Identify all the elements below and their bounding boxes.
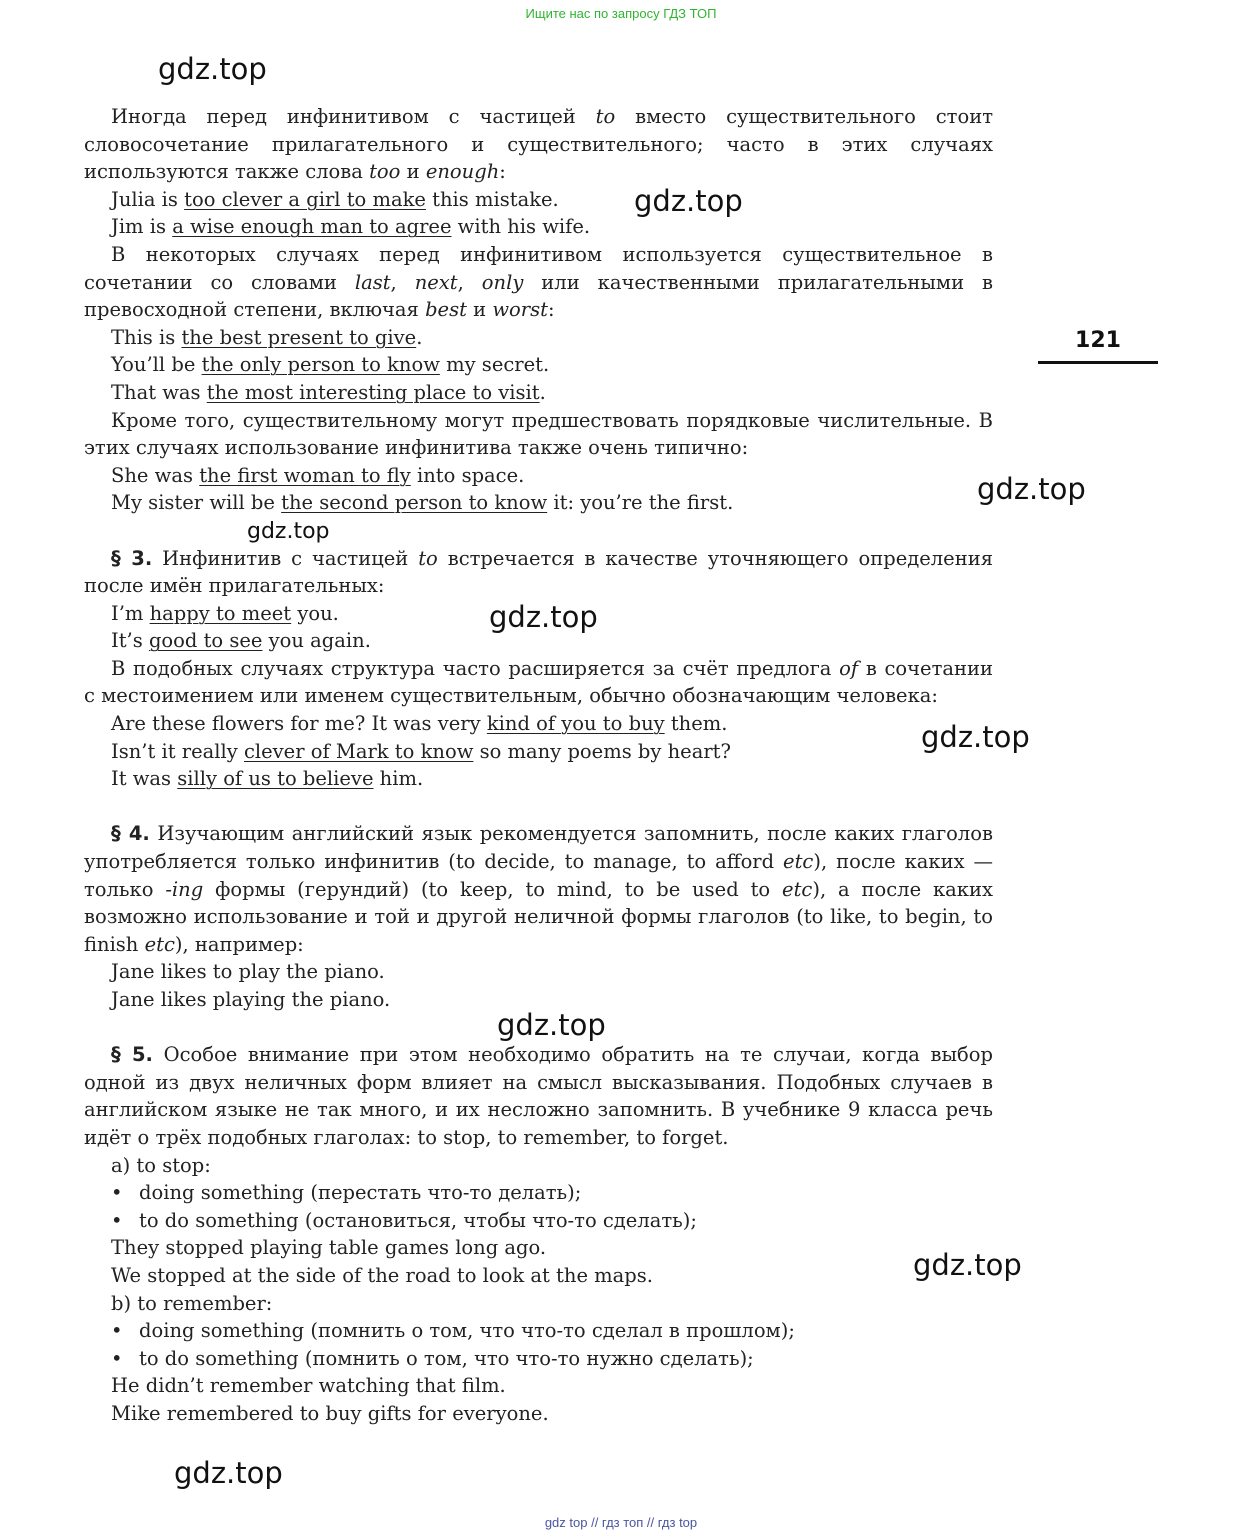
paragraph: Иногда перед инфинитивом с частицей to вместо существительного стоит словосочетание прилагательного и существительного; часто в этих случаях используются также слова too и enough: <box>84 105 993 184</box>
watermark: gdz.top <box>158 52 267 86</box>
example: Julia is too clever a girl to make this mistake. <box>111 187 559 211</box>
section-5: § 5. Особое внимание при этом необходимо обратить на те случаи, когда выбор одной из двух неличных форм влияет на смысл высказывания. Подобных случаев в английском языке не так много, и их несложно запомнить. В учебнике 9 класса речь идёт о трёх подобных глаголах: to stop, to remember, to forget. <box>84 1043 994 1149</box>
example: It’s good to see you again. <box>111 629 371 653</box>
section-3: § 3. Инфинитив с частицей to встречается в качестве уточняющего определения после имён прилагательных: <box>84 546 993 598</box>
paragraph: В подобных случаях структура часто расширяется за счёт предлога of в сочетании с местоимением или именем существительным, обычно обозначающим человека: <box>84 656 994 708</box>
example: We stopped at the side of the road to look at the maps. <box>111 1263 653 1287</box>
example: She was the first woman to fly into space. <box>111 463 525 487</box>
page-number-rule <box>1038 361 1158 364</box>
watermark: gdz.top <box>977 472 1086 506</box>
example: You’ll be the only person to know my secret. <box>111 353 550 377</box>
paragraph: В некоторых случаях перед инфинитивом используется существительное в сочетании со словами last, next, only или качественными прилагательными в превосходной степени, включая best и worst: <box>84 242 994 322</box>
section-number: § 3. <box>111 546 153 570</box>
watermark: gdz.top <box>921 720 1030 754</box>
subheading-stop: a) to stop: <box>111 1153 211 1177</box>
bullet-icon: • <box>111 1208 123 1232</box>
example: Jane likes to play the piano. <box>111 960 385 984</box>
example: Isn’t it really clever of Mark to know so many poems by heart? <box>111 739 731 763</box>
footer-links: gdz top // гдз топ // гдз top <box>544 1515 698 1530</box>
list-item: • doing something (помнить о том, что что-то сделал в прошлом); <box>84 1317 993 1345</box>
list-item: • to do something (остановиться, чтобы что-то сделать); <box>84 1207 993 1235</box>
page-number: 121 <box>1075 328 1121 353</box>
list-item: • doing something (перестать что-то делать); <box>84 1179 993 1207</box>
paragraph: Кроме того, существительному могут предшествовать порядковые числительные. В этих случаях использование инфинитива также очень типично: <box>84 408 993 460</box>
section-number: § 5. <box>111 1043 153 1067</box>
bullet-icon: • <box>111 1319 123 1343</box>
example: Mike remembered to buy gifts for everyone. <box>111 1401 549 1425</box>
example: They stopped playing table games long ago. <box>111 1236 547 1260</box>
watermark: gdz.top <box>247 519 330 544</box>
watermark: gdz.top <box>913 1248 1022 1282</box>
top-banner: Ищите нас по запросу ГДЗ ТОП <box>525 6 717 21</box>
example: It was silly of us to believe him. <box>111 767 424 791</box>
list-item: • to do something (помнить о том, что что-то нужно сделать); <box>84 1345 993 1373</box>
example: This is the best present to give. <box>111 325 423 349</box>
example: Jane likes playing the piano. <box>111 988 391 1011</box>
subheading-remember: b) to remember: <box>111 1291 273 1315</box>
example: He didn’t remember watching that film. <box>111 1374 506 1398</box>
watermark: gdz.top <box>174 1456 283 1490</box>
watermark: gdz.top <box>634 184 743 218</box>
example: My sister will be the second person to know it: you’re the first. <box>111 491 734 515</box>
example: That was the most interesting place to visit. <box>111 380 546 404</box>
example: I’m happy to meet you. <box>111 601 339 625</box>
section-number: § 4. <box>111 822 150 846</box>
watermark: gdz.top <box>497 1008 606 1042</box>
example: Are these flowers for me? It was very kind of you to buy them. <box>111 712 728 736</box>
watermark: gdz.top <box>489 600 598 634</box>
bullet-icon: • <box>111 1346 123 1370</box>
bullet-icon: • <box>111 1181 123 1205</box>
example: Jim is a wise enough man to agree with his wife. <box>111 215 591 239</box>
page-content <box>84 103 993 1428</box>
section-4: § 4. Изучающим английский язык рекомендуется запомнить, после каких глаголов употребляется только инфинитив (to decide, to manage, to afford etc), после каких — только -ing формы (герундий) (to keep, to mind, to be used to etc), а после каких возможно использование и той и другой неличной формы глаголов (to like, to begin, to finish etc), например: <box>84 822 994 956</box>
